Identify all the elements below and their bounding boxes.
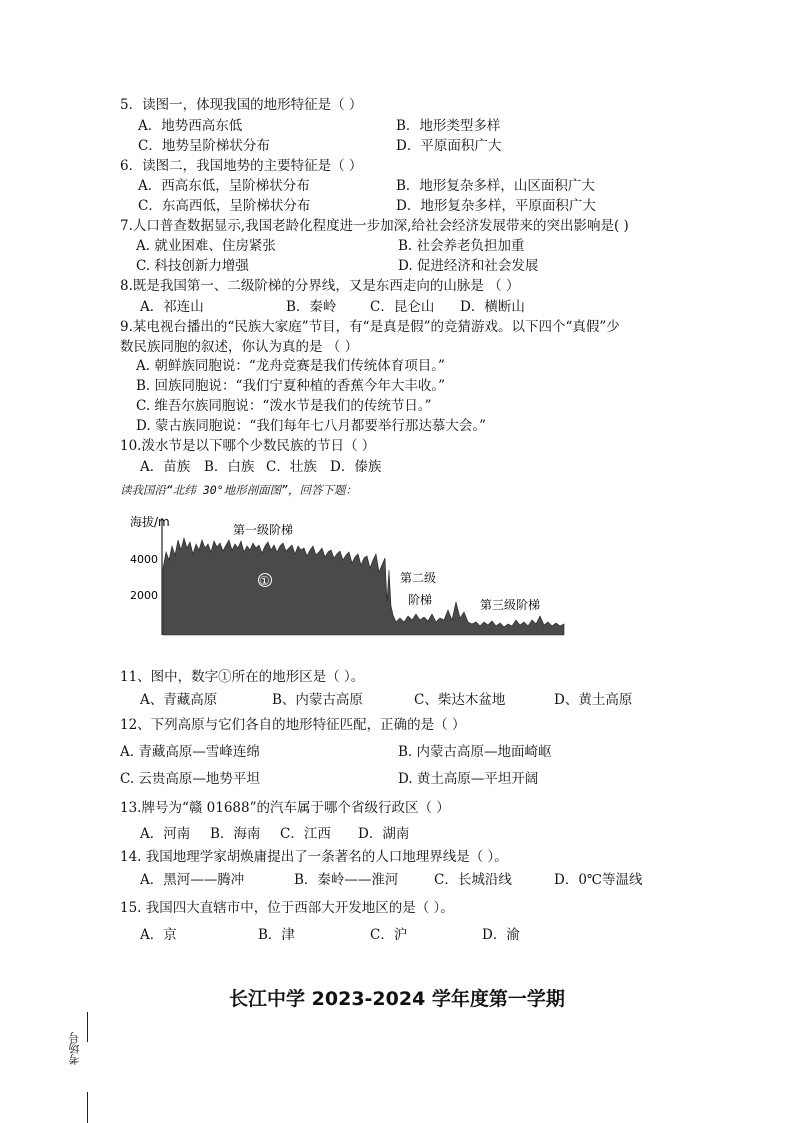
option: D. 黄土高原—平坦开阔 <box>398 771 539 787</box>
option: B. 内蒙古高原—地面崎岖 <box>398 744 552 760</box>
label-step-3: 第三级阶梯 <box>480 598 541 612</box>
option: B. 社会养老负担加重 <box>398 238 525 254</box>
label-step-2-line2: 阶梯 <box>408 593 433 607</box>
option: B．秦岭——淮河 <box>294 872 399 888</box>
option: C．壮族 <box>266 459 317 475</box>
question-9-stem: 9.某电视台播出的“民族大家庭”节目，有“是真是假”的竞猜游戏。以下四个“真假”少 <box>120 319 620 335</box>
option: D. 蒙古族同胞说：“我们每年七八月都要举行那达慕大会。” <box>136 418 486 434</box>
option: C. 维吾尔族同胞说：“泼水节是我们的传统节日。” <box>136 398 432 414</box>
option: B、内蒙古高原 <box>272 692 363 708</box>
option: A. 朝鲜族同胞说：“龙舟竞赛是我们传统体育项目。” <box>136 358 445 374</box>
option: A．京 <box>140 927 177 943</box>
question-6-stem: 6．读图二，我国地势的主要特征是（ ） <box>120 158 363 174</box>
question-11-stem: 11、图中，数字①所在的地形区是（ ）。 <box>120 669 365 685</box>
option: B．海南 <box>210 826 261 842</box>
option: B．白族 <box>204 459 255 475</box>
label-step-1: 第一级阶梯 <box>233 523 294 537</box>
y-axis-label: 海拔/m <box>130 515 170 529</box>
option: C．地势呈阶梯状分布 <box>138 138 270 154</box>
exam-title: 长江中学 2023-2024 学年度第一学期 <box>229 988 565 1010</box>
option: A．河南 <box>140 826 191 842</box>
y-tick-2000: 2000 <box>130 589 158 602</box>
option: A．祁连山 <box>140 299 204 315</box>
exam-room-label: 考场号 <box>68 1032 81 1065</box>
option: B．秦岭 <box>286 299 337 315</box>
question-8-stem: 8.既是我国第一、二级阶梯的分界线，又是东西走向的山脉是 （ ） <box>120 278 520 294</box>
option: A. 青藏高原—雪峰连绵 <box>120 744 260 760</box>
option: D. 促进经济和社会发展 <box>398 258 539 274</box>
question-14-stem: 14. 我国地理学家胡焕庸提出了一条著名的人口地理界线是（ ）。 <box>120 849 508 865</box>
question-9-stem-cont: 数民族同胞的叙述，你认为真的是 （ ） <box>120 339 359 355</box>
option: B．津 <box>258 927 295 943</box>
option: D．傣族 <box>330 459 382 475</box>
question-5-stem: 5．读图一，体现我国的地形特征是（ ） <box>120 97 363 113</box>
terrain-silhouette <box>163 538 564 635</box>
option: D．渝 <box>482 927 520 943</box>
option: B．地形类型多样 <box>396 118 501 134</box>
option: D．地形复杂多样，平原面积广大 <box>396 198 596 214</box>
option: B. 回族同胞说：“我们宁夏种植的香蕉今年大丰收。” <box>136 378 446 394</box>
question-12-stem: 12、下列高原与它们各自的地形特征匹配，正确的是（ ） <box>120 717 466 733</box>
option: A、青藏高原 <box>140 692 218 708</box>
option: A．苗族 <box>140 459 191 475</box>
option: D．0℃等温线 <box>554 872 643 888</box>
option: C、柴达木盆地 <box>414 692 506 708</box>
option: C．长城沿线 <box>434 872 512 888</box>
binding-line-bottom <box>87 1092 88 1123</box>
option: A．西高东低，呈阶梯状分布 <box>138 178 310 194</box>
binding-line-top <box>87 1012 88 1042</box>
question-7-stem: 7.人口普查数据显示,我国老龄化程度进一步加深,给社会经济发展带来的突出影响是( ) <box>120 218 629 234</box>
terrain-profile-figure <box>128 510 573 640</box>
question-10-stem: 10.泼水节是以下哪个少数民族的节日（ ） <box>120 438 376 454</box>
option: C．沪 <box>370 927 408 943</box>
option: B．地形复杂多样，山区面积广大 <box>396 178 595 194</box>
option: C．江西 <box>280 826 331 842</box>
option: A．黑河——腾冲 <box>140 872 245 888</box>
option: D．横断山 <box>460 299 525 315</box>
question-13-stem: 13.牌号为“赣 01688”的汽车属于哪个省级行政区（ ） <box>120 800 450 816</box>
question-15-stem: 15. 我国四大直辖市中，位于西部大开发地区的是（ ）。 <box>120 900 454 916</box>
option: C．昆仑山 <box>370 299 435 315</box>
option: D、黄土高原 <box>554 692 633 708</box>
option: C．东高西低，呈阶梯状分布 <box>138 198 311 214</box>
label-step-2-line1: 第二级 <box>400 571 437 585</box>
figure-caption: 读我国沿“北纬 30°地形剖面图”，回答下题： <box>120 483 358 497</box>
option: D．湖南 <box>358 826 410 842</box>
option: A．地势西高东低 <box>138 118 243 134</box>
y-tick-4000: 4000 <box>130 553 158 566</box>
option: C. 科技创新力增强 <box>136 258 249 274</box>
region-marker-label: ① <box>259 574 270 588</box>
option: A. 就业困难、住房紧张 <box>136 238 276 254</box>
option: D．平原面积广大 <box>396 138 502 154</box>
option: C. 云贵高原—地势平坦 <box>120 771 260 787</box>
